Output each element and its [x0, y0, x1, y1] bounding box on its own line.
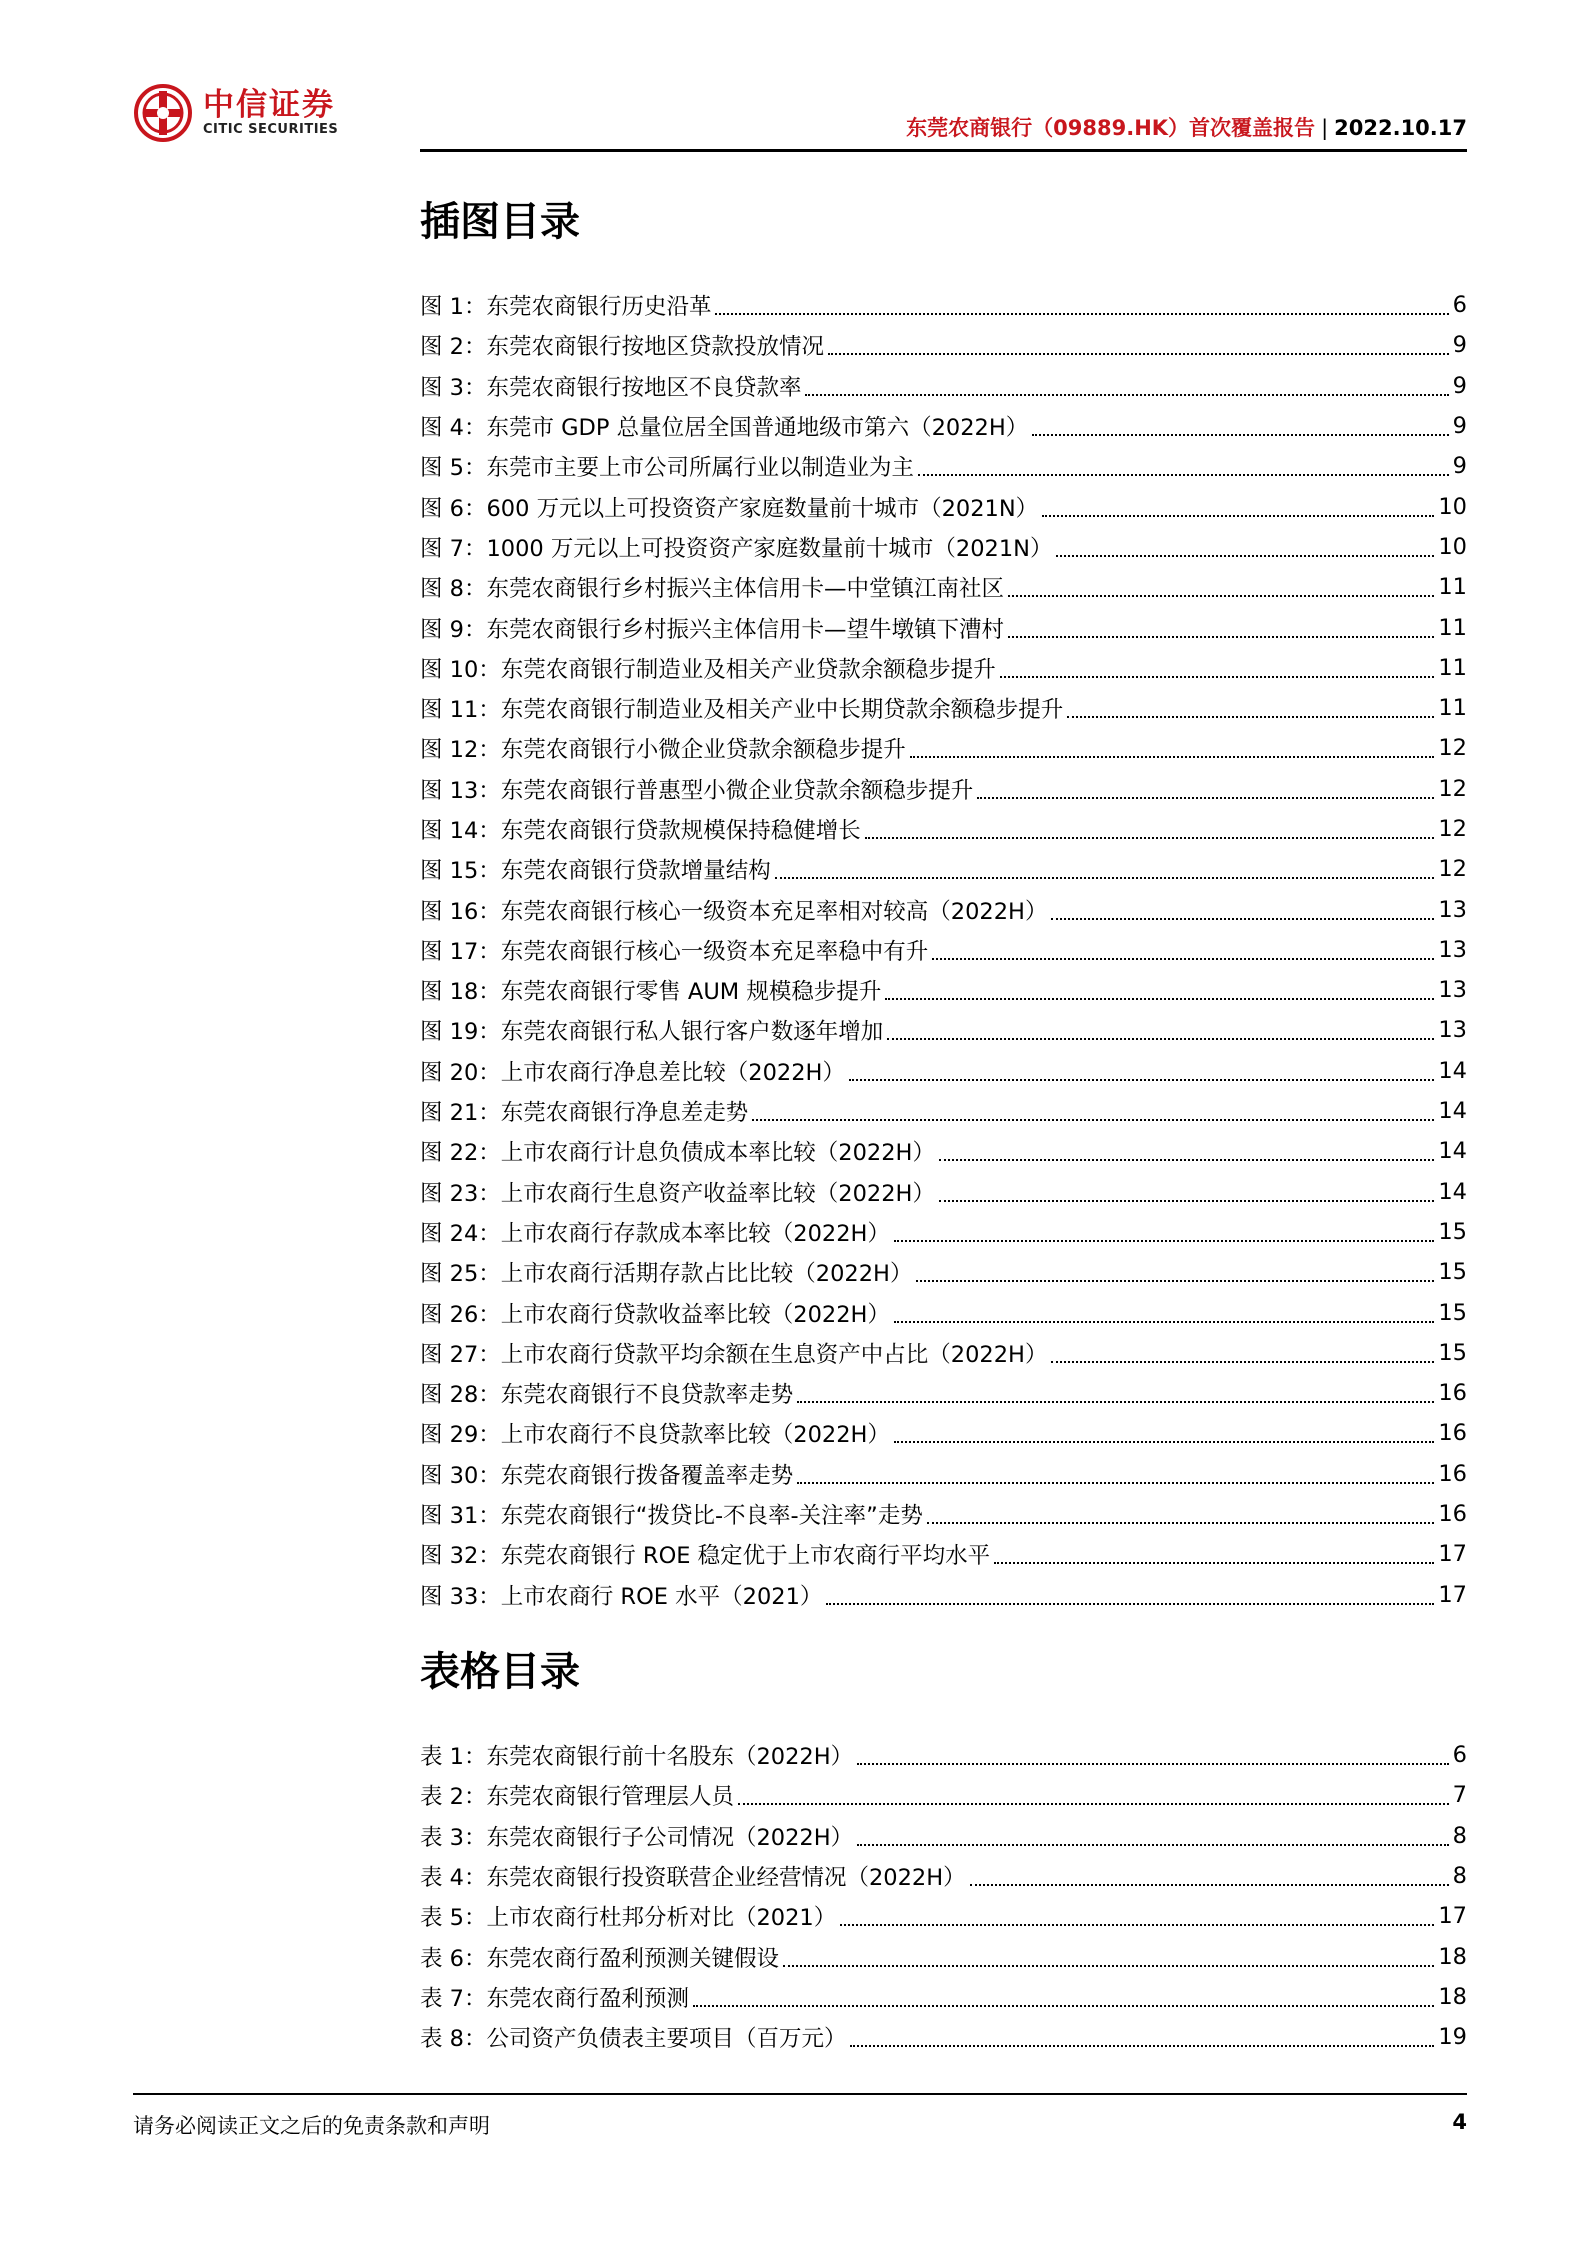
toc-entry-label: 图 32：东莞农商银行 ROE 稳定优于上市农商行平均水平 [420, 1543, 991, 1570]
toc-leader-dots [918, 474, 1449, 476]
toc-leader-dots [939, 1159, 1434, 1161]
toc-entry-page: 16 [1438, 1460, 1467, 1487]
toc-entry-label: 图 28：东莞农商银行不良贷款率走势 [420, 1382, 794, 1409]
toc-leader-dots [939, 1200, 1434, 1202]
toc-entry-label: 图 24：上市农商行存款成本率比较（2022H） [420, 1220, 890, 1247]
toc-entry-page: 9 [1452, 372, 1467, 399]
toc-entry-page: 15 [1438, 1218, 1467, 1245]
footer-page-number: 4 [1452, 2110, 1467, 2134]
toc-leader-dots [693, 2005, 1434, 2007]
toc-entry-page: 15 [1438, 1259, 1467, 1286]
report-date: 2022.10.17 [1334, 116, 1467, 140]
tables-toc-title: 表格目录 [420, 1649, 580, 1695]
toc-leader-dots [894, 1321, 1434, 1323]
toc-entry[interactable] [420, 1212, 1467, 1252]
toc-entry-page: 11 [1438, 654, 1467, 681]
toc-entry-page: 8 [1452, 1822, 1467, 1849]
toc-entry-page: 12 [1438, 816, 1467, 842]
toc-entry-label: 图 14：东莞农商银行贷款规模保持稳健增长 [420, 818, 861, 844]
footer-disclaimer: 请务必阅读正文之后的免责条款和声明 [133, 2114, 490, 2138]
toc-entry-page: 13 [1438, 896, 1467, 923]
toc-entry[interactable] [420, 1534, 1467, 1574]
toc-leader-dots [828, 353, 1449, 355]
toc-entry-label: 图 10：东莞农商银行制造业及相关产业贷款余额稳步提升 [420, 656, 996, 683]
toc-entry-page: 16 [1438, 1420, 1467, 1447]
toc-leader-dots [894, 1441, 1434, 1443]
toc-leader-dots [887, 1038, 1434, 1040]
toc-entry-page: 10 [1438, 493, 1467, 520]
toc-entry-label: 图 25：上市农商行活期存款占比比较（2022H） [420, 1261, 913, 1288]
tables-toc-list [420, 1735, 1467, 2057]
toc-entry[interactable] [420, 1856, 1467, 1896]
toc-entry-label: 图 15：东莞农商银行贷款增量结构 [420, 858, 771, 885]
toc-entry-label: 图 20：上市农商行净息差比较（2022H） [420, 1059, 845, 1086]
toc-entry-label: 图 21：东莞农商银行净息差走势 [420, 1100, 749, 1127]
toc-entry-page: 18 [1438, 1983, 1467, 2010]
toc-entry-page: 15 [1438, 1299, 1467, 1326]
toc-leader-dots [865, 837, 1435, 839]
toc-entry-label: 表 3：东莞农商银行子公司情况（2022H） [420, 1824, 854, 1851]
citic-logo [133, 80, 463, 146]
toc-leader-dots [805, 394, 1448, 396]
toc-entry-page: 9 [1452, 453, 1467, 480]
toc-entry-label: 表 5：上市农商行杜邦分析对比（2021） [420, 1905, 837, 1932]
toc-entry[interactable] [420, 446, 1467, 486]
toc-entry[interactable] [420, 970, 1467, 1010]
toc-entry-label: 图 6：600 万元以上可投资资产家庭数量前十城市（2021N） [420, 495, 1039, 522]
toc-entry[interactable] [420, 1896, 1467, 1936]
toc-entry-page: 6 [1452, 1742, 1467, 1769]
toc-entry-page: 15 [1438, 1339, 1467, 1366]
toc-entry[interactable] [420, 1816, 1467, 1856]
toc-entry-label: 图 16：东莞农商银行核心一级资本充足率相对较高（2022H） [420, 898, 1048, 925]
toc-entry[interactable] [420, 728, 1467, 768]
toc-entry-label: 图 23：上市农商行生息资产收益率比较（2022H） [420, 1180, 935, 1207]
toc-entry[interactable] [420, 1454, 1467, 1494]
toc-leader-dots [1008, 636, 1434, 638]
toc-leader-dots [857, 1844, 1449, 1846]
toc-entry-label: 表 1：东莞农商银行前十名股东（2022H） [420, 1744, 854, 1771]
toc-leader-dots [970, 1884, 1449, 1886]
toc-entry[interactable] [420, 1413, 1467, 1453]
toc-entry-label: 图 11：东莞农商银行制造业及相关产业中长期贷款余额稳步提升 [420, 697, 1064, 724]
toc-entry[interactable] [420, 486, 1467, 526]
toc-entry-label: 图 18：东莞农商银行零售 AUM 规模稳步提升 [420, 979, 882, 1006]
toc-leader-dots [850, 2045, 1434, 2047]
toc-entry-label: 图 19：东莞农商银行私人银行客户数逐年增加 [420, 1019, 884, 1046]
toc-entry-page: 14 [1438, 1098, 1467, 1125]
toc-entry-label: 图 26：上市农商行贷款收益率比较（2022H） [420, 1301, 890, 1328]
toc-leader-dots [916, 1280, 1434, 1282]
toc-entry-page: 8 [1452, 1863, 1467, 1890]
toc-entry-page: 16 [1438, 1380, 1467, 1407]
toc-entry-label: 图 27：上市农商行贷款平均余额在生息资产中占比（2022H） [420, 1341, 1048, 1368]
toc-leader-dots [885, 998, 1434, 1000]
toc-entry-label: 表 8：公司资产负债表主要项目（百万元） [420, 2026, 847, 2053]
toc-leader-dots [826, 1603, 1434, 1605]
toc-entry-label: 图 29：上市农商行不良贷款率比较（2022H） [420, 1422, 890, 1449]
toc-entry[interactable] [420, 406, 1467, 446]
toc-leader-dots [797, 1401, 1434, 1403]
toc-entry-page: 6 [1452, 292, 1467, 319]
toc-entry[interactable] [420, 567, 1467, 607]
toc-entry[interactable] [420, 1292, 1467, 1332]
toc-entry-page: 11 [1438, 574, 1467, 601]
toc-entry-label: 表 2：东莞农商银行管理层人员 [420, 1784, 734, 1811]
toc-entry[interactable] [420, 1333, 1467, 1373]
report-header [906, 112, 1467, 142]
toc-leader-dots [715, 313, 1448, 315]
toc-leader-dots [1008, 595, 1434, 597]
toc-entry[interactable] [420, 1091, 1467, 1131]
toc-entry[interactable] [420, 1575, 1467, 1615]
toc-entry[interactable] [420, 889, 1467, 929]
toc-leader-dots [849, 1079, 1434, 1081]
toc-entry-page: 12 [1438, 735, 1467, 762]
toc-entry[interactable] [420, 285, 1467, 325]
toc-leader-dots [797, 1482, 1434, 1484]
toc-leader-dots [1032, 434, 1448, 436]
header-separator: | [1321, 116, 1329, 140]
toc-entry[interactable] [420, 930, 1467, 970]
toc-leader-dots [932, 958, 1434, 960]
toc-entry-label: 图 33：上市农商行 ROE 水平（2021） [420, 1583, 823, 1610]
toc-entry[interactable] [420, 1936, 1467, 1976]
toc-entry-label: 表 4：东莞农商银行投资联营企业经营情况（2022H） [420, 1865, 966, 1892]
toc-entry-label: 表 7：东莞农商行盈利预测 [420, 1985, 689, 2012]
toc-entry-page: 16 [1438, 1501, 1467, 1528]
figures-toc-title: 插图目录 [420, 199, 580, 245]
footer-divider [133, 2093, 1467, 2095]
toc-entry-page: 7 [1452, 1782, 1467, 1809]
toc-entry[interactable] [420, 2017, 1467, 2057]
toc-leader-dots [775, 877, 1435, 879]
toc-entry[interactable] [420, 1373, 1467, 1413]
toc-entry-label: 图 13：东莞农商银行普惠型小微企业贷款余额稳步提升 [420, 777, 974, 804]
toc-entry[interactable] [420, 648, 1467, 688]
toc-entry[interactable] [420, 366, 1467, 406]
toc-entry[interactable] [420, 1010, 1467, 1050]
toc-leader-dots [927, 1522, 1435, 1524]
toc-leader-dots [994, 1562, 1434, 1564]
toc-leader-dots [857, 1763, 1449, 1765]
toc-entry-page: 13 [1438, 977, 1467, 1004]
toc-entry-page: 10 [1438, 533, 1467, 560]
toc-entry-page: 17 [1438, 1541, 1467, 1568]
toc-leader-dots [1000, 676, 1435, 678]
toc-entry-label: 图 9：东莞农商银行乡村振兴主体信用卡—望牛墩镇下漕村 [420, 616, 1004, 643]
toc-entry-label: 图 17：东莞农商银行核心一级资本充足率稳中有升 [420, 938, 929, 965]
toc-entry-label: 图 12：东莞农商银行小微企业贷款余额稳步提升 [420, 737, 906, 764]
toc-entry[interactable] [420, 1131, 1467, 1171]
toc-entry[interactable] [420, 1735, 1467, 1775]
toc-entry-label: 表 6：东莞农商行盈利预测关键假设 [420, 1945, 779, 1972]
toc-leader-dots [1042, 515, 1434, 517]
toc-entry-page: 14 [1438, 1138, 1467, 1165]
toc-leader-dots [1051, 918, 1434, 920]
toc-entry-label: 图 4：东莞市 GDP 总量位居全国普通地级市第六（2022H） [420, 415, 1029, 442]
logo-chinese-name: 中信证券 [203, 87, 335, 123]
toc-entry-page: 19 [1438, 2024, 1467, 2051]
report-title: 东莞农商银行（09889.HK）首次覆盖报告 [906, 116, 1316, 140]
toc-leader-dots [840, 1924, 1434, 1926]
toc-entry[interactable] [420, 1172, 1467, 1212]
toc-leader-dots [738, 1803, 1449, 1805]
toc-entry-label: 图 1：东莞农商银行历史沿革 [420, 294, 712, 321]
toc-entry[interactable] [420, 527, 1467, 567]
toc-entry-page: 14 [1438, 1057, 1467, 1084]
toc-entry-label: 图 7：1000 万元以上可投资资产家庭数量前十城市（2021N） [420, 535, 1053, 562]
toc-entry[interactable] [420, 325, 1467, 365]
toc-entry-page: 18 [1438, 1943, 1467, 1970]
toc-entry-page: 17 [1438, 1581, 1467, 1608]
toc-leader-dots [1067, 716, 1434, 718]
toc-entry-page: 11 [1438, 695, 1467, 722]
toc-entry[interactable] [420, 1252, 1467, 1292]
toc-entry[interactable] [420, 769, 1467, 809]
toc-entry-page: 12 [1438, 775, 1467, 802]
toc-leader-dots [894, 1240, 1434, 1242]
toc-entry-label: 图 22：上市农商行计息负债成本率比较（2022H） [420, 1140, 935, 1167]
toc-entry[interactable] [420, 1494, 1467, 1534]
toc-entry-page: 13 [1438, 1017, 1467, 1044]
toc-entry-page: 9 [1452, 413, 1467, 440]
toc-entry-page: 14 [1438, 1178, 1467, 1205]
toc-entry-page: 11 [1438, 614, 1467, 641]
header-divider [420, 149, 1467, 152]
toc-leader-dots [783, 1965, 1434, 1967]
toc-entry[interactable] [420, 1977, 1467, 2017]
toc-leader-dots [910, 756, 1435, 758]
toc-entry-label: 图 8：东莞农商银行乡村振兴主体信用卡—中堂镇江南社区 [420, 576, 1004, 603]
toc-leader-dots [977, 797, 1434, 799]
toc-entry-page: 9 [1452, 332, 1467, 359]
toc-entry[interactable] [420, 809, 1467, 849]
figures-toc-list [420, 285, 1467, 1615]
toc-entry-page: 17 [1438, 1903, 1467, 1930]
toc-entry[interactable] [420, 607, 1467, 647]
toc-leader-dots [752, 1119, 1434, 1121]
toc-entry-label: 图 31：东莞农商银行“拨贷比-不良率-关注率”走势 [420, 1503, 923, 1530]
toc-entry-label: 图 2：东莞农商银行按地区贷款投放情况 [420, 334, 824, 361]
toc-entry[interactable] [420, 849, 1467, 889]
toc-entry[interactable] [420, 1051, 1467, 1091]
citic-logo-icon [133, 83, 193, 143]
toc-entry[interactable] [420, 1775, 1467, 1815]
toc-entry-label: 图 3：东莞农商银行按地区不良贷款率 [420, 374, 802, 401]
toc-entry-label: 图 30：东莞农商银行拨备覆盖率走势 [420, 1462, 794, 1489]
logo-english-name: CITIC SECURITIES [203, 122, 339, 137]
toc-entry-label: 图 5：东莞市主要上市公司所属行业以制造业为主 [420, 455, 914, 482]
toc-entry-page: 12 [1438, 856, 1467, 883]
toc-leader-dots [1056, 555, 1434, 557]
toc-entry-page: 13 [1438, 936, 1467, 963]
toc-entry[interactable] [420, 688, 1467, 728]
toc-leader-dots [1051, 1361, 1434, 1363]
